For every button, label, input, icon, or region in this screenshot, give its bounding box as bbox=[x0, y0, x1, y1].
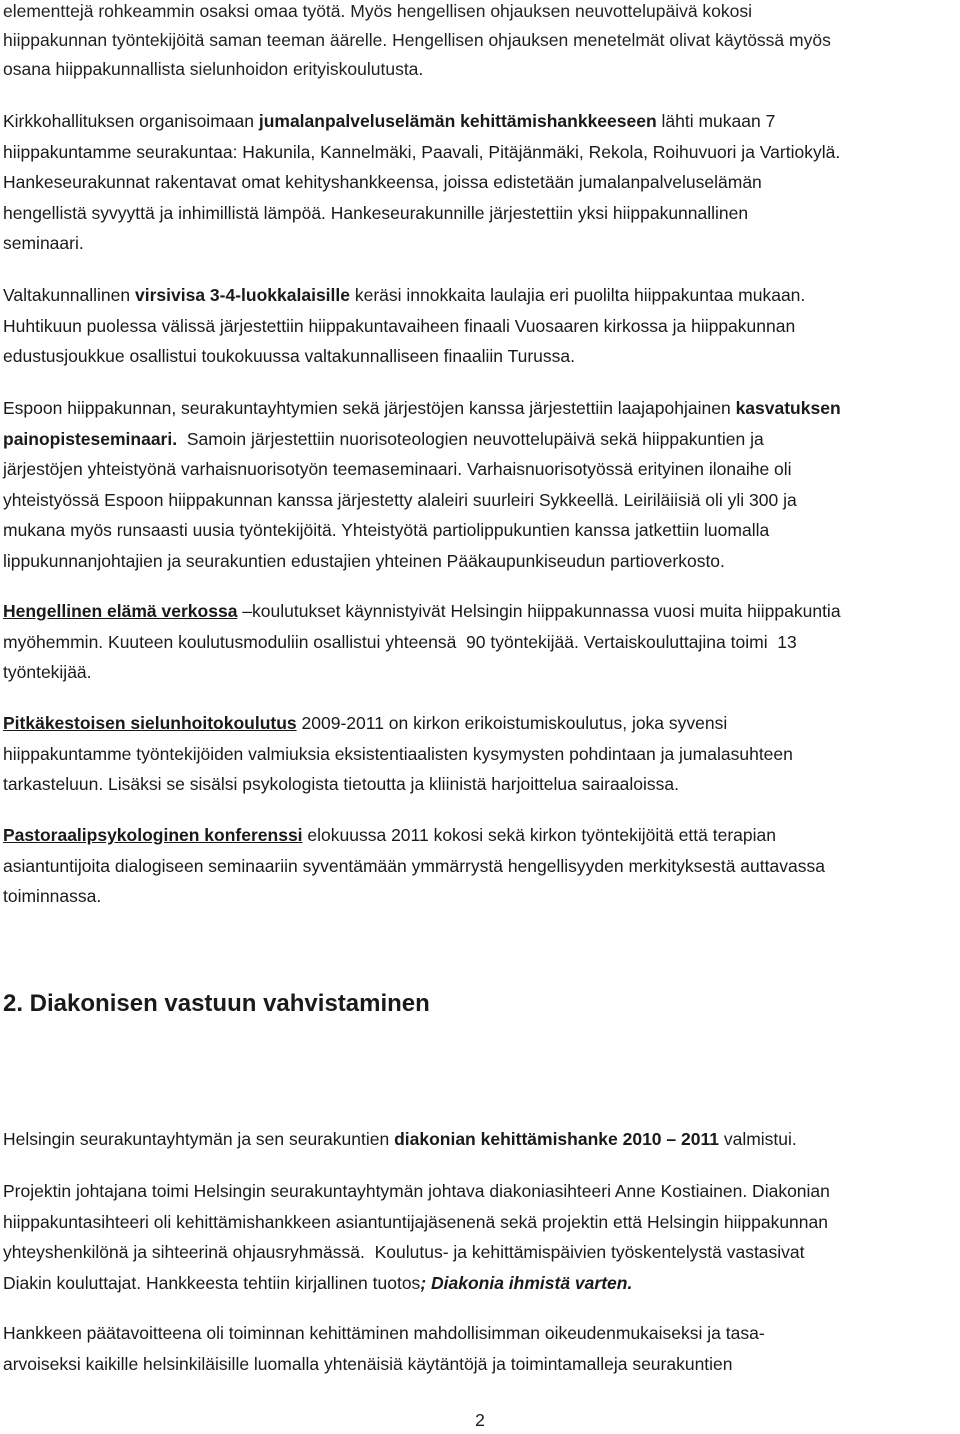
bold-term: painopisteseminaari. bbox=[3, 428, 178, 449]
paragraph-jumalanpalvelus bbox=[3, 106, 959, 259]
paragraph-konferenssi bbox=[3, 820, 959, 912]
paragraph-kasvatus bbox=[3, 393, 959, 576]
text-line: Huhtikuun puolessa välissä järjestettiin hiippakuntavaiheen finaali Vuosaaren kirkossa ja hiippakunnan bbox=[3, 315, 796, 336]
text-line: Espoon hiippakunnan, seurakuntayhtymien sekä järjestöjen kanssa järjestettiin laajapohjainen kasvatuksen bbox=[3, 398, 841, 418]
paragraph-tavoite bbox=[3, 1318, 959, 1379]
text-line: arvoiseksi kaikille helsinkiläisille luomalla yhtenäisiä käytäntöjä ja toimintamalleja seurakuntien bbox=[3, 1353, 733, 1374]
text-line: yhteistyössä Espoon hiippakunnan kanssa järjestetty alaleiri suurleiri Sykkeellä. Leiriläiisiä oli yli 300 ja bbox=[3, 489, 797, 510]
paragraph-verkko bbox=[3, 596, 959, 688]
bold-term: Pitkäkestoisen sielunhoitokoulutus bbox=[3, 713, 297, 733]
text-line: osana hiippakunnallista sielunhoidon erityiskoulutusta. bbox=[3, 59, 424, 79]
text-line: seminaari. bbox=[3, 233, 84, 253]
paragraph-sielunhoito bbox=[3, 708, 959, 800]
bold-term: kasvatuksen bbox=[735, 398, 841, 418]
paragraph-diakonia-hanke bbox=[3, 1124, 959, 1155]
bold-term: diakonian kehittämishanke 2010 – 2011 bbox=[394, 1129, 719, 1149]
text-line: Diakin kouluttajat. Hankkeesta tehtiin kirjallinen tuotos; Diakonia ihmistä varten. bbox=[3, 1272, 633, 1293]
section-heading: 2. Diakonisen vastuun vahvistaminen bbox=[3, 990, 430, 1017]
text-line: elementtejä rohkeammin osaksi omaa työtä. Myös hengellisen ohjauksen neuvottelupäivä kokosi bbox=[3, 1, 753, 21]
bold-italic-title: ; Diakonia ihmistä varten. bbox=[420, 1272, 633, 1293]
text-line: Hankkeen päätavoitteena oli toiminnan kehittäminen mahdollisimman oikeudenmukaiseksi ja tasa- bbox=[3, 1323, 765, 1343]
text-line: Valtakunnallinen virsivisa 3-4-luokkalaisille keräsi innokkaita laulajia eri puolilta hiippakuntaa mukaan. bbox=[3, 285, 806, 305]
text-line: hiippakuntamme seurakuntaa: Hakunila, Kannelmäki, Paavali, Pitäjänmäki, Rekola, Roihuvuori ja Vartiokylä. bbox=[3, 141, 841, 162]
text-line: tarkasteluun. Lisäksi se sisälsi psykologista tietoutta ja kliinistä harjoittelua sairaaloissa. bbox=[3, 774, 680, 794]
text-line: myöhemmin. Kuuteen koulutusmoduliin osallistui yhteensä 90 työntekijää. Vertaiskouluttajina toimi 13 bbox=[3, 631, 797, 652]
text-line: hiippakuntasihteeri oli kehittämishankkeen asiantuntijajäsenenä sekä projektin että Helsingin hiippakunnan bbox=[3, 1211, 828, 1232]
text-line: lippukunnanjohtajien ja seurakuntien edustajien yhteinen Pääkaupunkiseudun partioverkosto. bbox=[3, 550, 725, 571]
text-line: yhteyshenkilönä ja sihteerinä ohjausryhmässä. Koulutus- ja kehittämispäivien työskentelystä vastasivat bbox=[3, 1242, 805, 1262]
text-line: hiippakunnan työntekijöitä saman teeman äärelle. Hengellisen ohjauksen menetelmät olivat käytössä myös bbox=[3, 30, 831, 50]
text-line: hengellistä syvyyttä ja inhimillistä lämpöä. Hankeseurakunnille järjestettiin yksi hiippakunnallinen bbox=[3, 202, 749, 223]
bold-term: jumalanpalveluselämän kehittämishankkeeseen bbox=[258, 111, 657, 131]
text-line: Hankeseurakunnat rakentavat omat kehityshankkeensa, joissa edistetään jumalanpalveluselämän bbox=[3, 172, 762, 192]
bold-term: Pastoraalipsykologinen konferenssi bbox=[3, 825, 303, 845]
text-line: asiantuntijoita dialogiseen seminaariin syventämään ymmärrystä hengellisyyden merkityksestä auttavassa bbox=[3, 855, 825, 876]
intro-paragraph bbox=[3, 0, 959, 84]
text-line: Pitkäkestoisen sielunhoitokoulutus 2009-2011 on kirkon erikoistumiskoulutus, joka syvensi bbox=[3, 713, 728, 733]
bold-term: Hengellinen elämä verkossa bbox=[3, 601, 238, 621]
text-line: painopisteseminaari. Samoin järjestettiin nuorisoteologien neuvottelupäivä sekä hiippakuntien ja bbox=[3, 428, 764, 449]
text-line: Pastoraalipsykologinen konferenssi elokuussa 2011 kokosi sekä kirkon työntekijöitä että terapian bbox=[3, 825, 776, 845]
paragraph-virsivisa bbox=[3, 280, 959, 372]
text-line: toiminnassa. bbox=[3, 886, 102, 906]
page-number: 2 bbox=[475, 1410, 485, 1430]
text-line: edustusjoukkue osallistui toukokuussa valtakunnalliseen finaaliin Turussa. bbox=[3, 346, 576, 366]
text-line: mukana myös runsaasti uusia työntekijöitä. Yhteistyötä partiolippukuntien kanssa jatkettiin luomalla bbox=[3, 520, 770, 540]
text-line: hiippakuntamme työntekijöiden valmiuksia eksistentiaalisten kysymysten pohdintaan ja jumalasuhteen bbox=[3, 743, 793, 764]
text-line: Helsingin seurakuntayhtymän ja sen seurakuntien diakonian kehittämishanke 2010 – 2011 valmistui. bbox=[3, 1129, 797, 1149]
text-line: työntekijää. bbox=[3, 662, 92, 682]
text-line: järjestöjen yhteistyönä varhaisnuorisotyön teemaseminaari. Varhaisnuorisotyössä erityinen ilonaihe oli bbox=[3, 459, 792, 479]
bold-term: virsivisa 3-4-luokkalaisille bbox=[135, 285, 350, 305]
text-line: Hengellinen elämä verkossa –koulutukset käynnistyivät Helsingin hiippakunnassa vuosi muita hiippakuntia bbox=[3, 601, 841, 621]
paragraph-projekti bbox=[3, 1176, 959, 1298]
text-line: Projektin johtajana toimi Helsingin seurakuntayhtymän johtava diakoniasihteeri Anne Kostiainen. Diakonian bbox=[3, 1181, 830, 1201]
text-line: Kirkkohallituksen organisoimaan jumalanpalveluselämän kehittämishankkeeseen lähti mukaan 7 bbox=[3, 111, 776, 131]
